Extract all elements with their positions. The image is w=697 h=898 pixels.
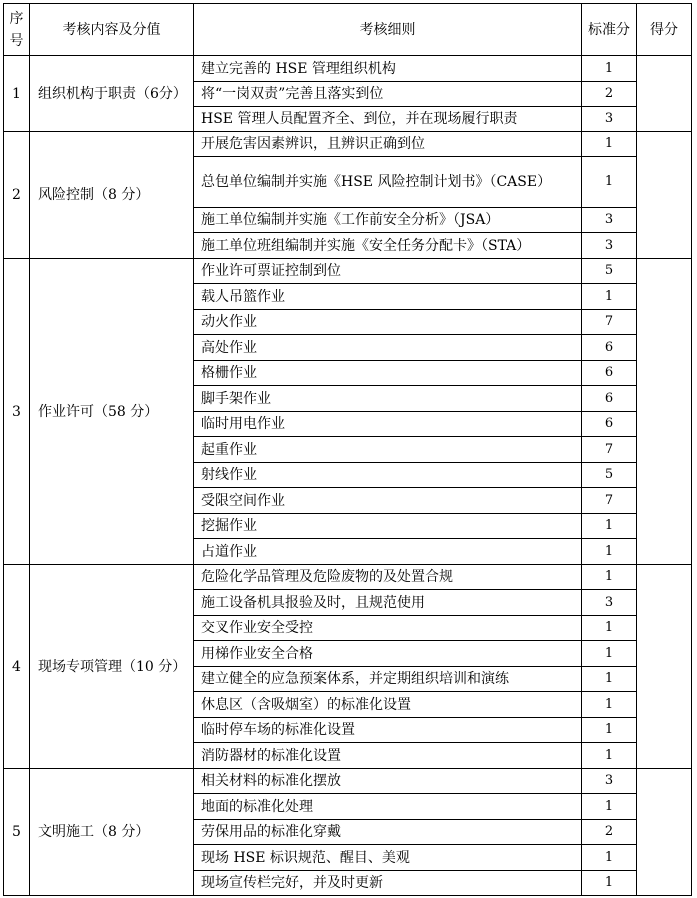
standard-score-cell: 2 xyxy=(582,82,637,107)
section-category: 组织机构于职责（6分） xyxy=(30,56,194,132)
detail-cell: 危险化学品管理及危险废物的及处置合规 xyxy=(194,565,582,590)
section-category: 现场专项管理（10 分） xyxy=(30,565,194,769)
standard-score-cell: 7 xyxy=(582,437,637,463)
standard-score-cell: 1 xyxy=(582,667,637,692)
header-row xyxy=(4,4,692,56)
detail-cell: 总包单位编制并实施《HSE 风险控制计划书》（CASE） xyxy=(194,157,582,208)
detail-cell: 建立健全的应急预案体系，并定期组织培训和演练 xyxy=(194,667,582,692)
detail-cell: 临时停车场的标准化设置 xyxy=(194,718,582,743)
table-row xyxy=(4,565,692,590)
detail-cell: 地面的标准化处理 xyxy=(194,794,582,820)
standard-score-cell: 1 xyxy=(582,616,637,641)
score-input-cell[interactable] xyxy=(637,56,692,132)
detail-cell: 将“一岗双责”完善且落实到位 xyxy=(194,82,582,107)
score-input-cell[interactable] xyxy=(637,132,692,259)
detail-cell: 施工设备机具报验及时，且规范使用 xyxy=(194,590,582,616)
detail-cell: 现场 HSE 标识规范、醒目、美观 xyxy=(194,845,582,871)
detail-cell: 施工单位编制并实施《工作前安全分析》（JSA） xyxy=(194,208,582,233)
standard-score-cell: 1 xyxy=(582,641,637,667)
standard-score-cell: 7 xyxy=(582,488,637,514)
detail-cell: 用梯作业安全合格 xyxy=(194,641,582,667)
standard-score-cell: 1 xyxy=(582,692,637,718)
standard-score-cell: 1 xyxy=(582,794,637,820)
detail-cell: 相关材料的标准化摆放 xyxy=(194,769,582,794)
standard-score-cell: 1 xyxy=(582,157,637,208)
standard-score-cell: 3 xyxy=(582,769,637,794)
section-category: 作业许可（58 分） xyxy=(30,259,194,565)
standard-score-cell: 7 xyxy=(582,310,637,335)
assessment-table xyxy=(3,3,692,896)
standard-score-cell: 3 xyxy=(582,233,637,259)
score-input-cell[interactable] xyxy=(637,565,692,769)
header-detail: 考核细则 xyxy=(194,4,582,56)
table-row xyxy=(4,259,692,284)
section-category: 风险控制（8 分） xyxy=(30,132,194,259)
standard-score-cell: 1 xyxy=(582,514,637,539)
detail-cell: 临时用电作业 xyxy=(194,412,582,437)
table-row xyxy=(4,769,692,794)
standard-score-cell: 1 xyxy=(582,539,637,565)
standard-score-cell: 1 xyxy=(582,284,637,310)
detail-cell: 占道作业 xyxy=(194,539,582,565)
score-input-cell[interactable] xyxy=(637,769,692,896)
detail-cell: 交叉作业安全受控 xyxy=(194,616,582,641)
standard-score-cell: 1 xyxy=(582,718,637,743)
section-seq: 2 xyxy=(4,132,30,259)
standard-score-cell: 6 xyxy=(582,386,637,412)
detail-cell: HSE 管理人员配置齐全、到位，并在现场履行职责 xyxy=(194,107,582,132)
detail-cell: 施工单位班组编制并实施《安全任务分配卡》（STA） xyxy=(194,233,582,259)
standard-score-cell: 1 xyxy=(582,845,637,871)
table-row xyxy=(4,132,692,157)
detail-cell: 挖掘作业 xyxy=(194,514,582,539)
header-score: 得分 xyxy=(637,4,692,56)
detail-cell: 受限空间作业 xyxy=(194,488,582,514)
detail-cell: 消防器材的标准化设置 xyxy=(194,743,582,769)
detail-cell: 起重作业 xyxy=(194,437,582,463)
detail-cell: 载人吊篮作业 xyxy=(194,284,582,310)
standard-score-cell: 1 xyxy=(582,743,637,769)
detail-cell: 劳保用品的标准化穿戴 xyxy=(194,820,582,845)
detail-cell: 射线作业 xyxy=(194,463,582,488)
detail-cell: 建立完善的 HSE 管理组织机构 xyxy=(194,56,582,82)
standard-score-cell: 1 xyxy=(582,565,637,590)
section-seq: 5 xyxy=(4,769,30,896)
detail-cell: 现场宣传栏完好，并及时更新 xyxy=(194,871,582,896)
standard-score-cell: 6 xyxy=(582,335,637,361)
standard-score-cell: 6 xyxy=(582,361,637,386)
standard-score-cell: 1 xyxy=(582,871,637,896)
section-seq: 1 xyxy=(4,56,30,132)
section-seq: 4 xyxy=(4,565,30,769)
header-standard: 标准分 xyxy=(582,4,637,56)
header-seq: 序号 xyxy=(4,4,30,56)
detail-cell: 高处作业 xyxy=(194,335,582,361)
standard-score-cell: 5 xyxy=(582,259,637,284)
detail-cell: 动火作业 xyxy=(194,310,582,335)
score-input-cell[interactable] xyxy=(637,259,692,565)
detail-cell: 脚手架作业 xyxy=(194,386,582,412)
standard-score-cell: 3 xyxy=(582,107,637,132)
header-content: 考核内容及分值 xyxy=(30,4,194,56)
section-category: 文明施工（8 分） xyxy=(30,769,194,896)
standard-score-cell: 5 xyxy=(582,463,637,488)
section-seq: 3 xyxy=(4,259,30,565)
detail-cell: 格栅作业 xyxy=(194,361,582,386)
detail-cell: 开展危害因素辨识，且辨识正确到位 xyxy=(194,132,582,157)
detail-cell: 作业许可票证控制到位 xyxy=(194,259,582,284)
table-row xyxy=(4,56,692,82)
standard-score-cell: 3 xyxy=(582,208,637,233)
standard-score-cell: 1 xyxy=(582,132,637,157)
detail-cell: 休息区（含吸烟室）的标准化设置 xyxy=(194,692,582,718)
standard-score-cell: 3 xyxy=(582,590,637,616)
standard-score-cell: 6 xyxy=(582,412,637,437)
standard-score-cell: 2 xyxy=(582,820,637,845)
standard-score-cell: 1 xyxy=(582,56,637,82)
